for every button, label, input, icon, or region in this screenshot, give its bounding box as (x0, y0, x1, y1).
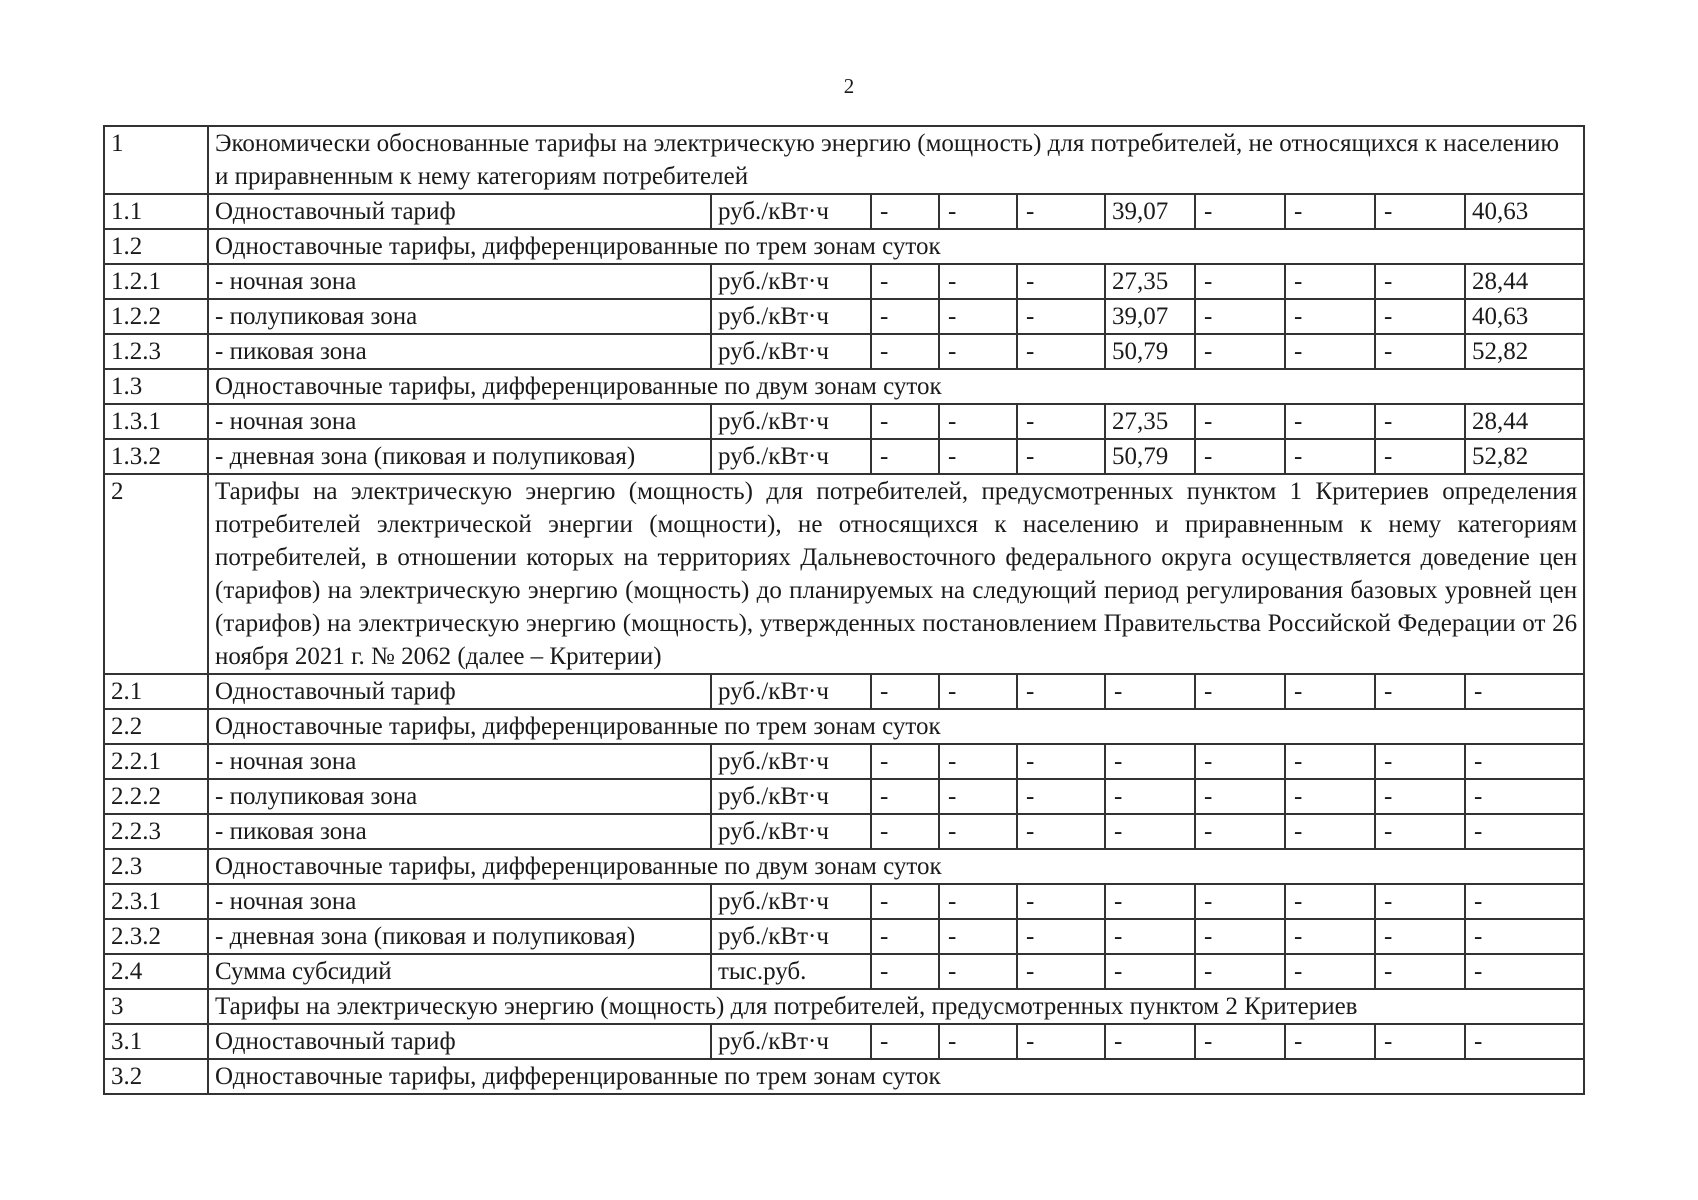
row-number: 2.2.3 (104, 814, 208, 849)
value-cell: - (1375, 439, 1465, 474)
value-cell: - (1105, 884, 1195, 919)
value-cell: - (939, 884, 1017, 919)
row-name: - полупиковая зона (208, 779, 711, 814)
table-row (104, 1059, 1584, 1094)
value-cell: - (1017, 919, 1105, 954)
row-number: 1.2 (104, 229, 208, 264)
value-cell: - (939, 674, 1017, 709)
value-cell: - (1375, 779, 1465, 814)
row-unit: тыс.руб. (711, 954, 871, 989)
value-cell: - (1017, 744, 1105, 779)
value-cell: - (1105, 954, 1195, 989)
value-cell: - (939, 439, 1017, 474)
row-name: Сумма субсидий (208, 954, 711, 989)
value-cell: - (1465, 884, 1584, 919)
value-cell: - (1017, 404, 1105, 439)
row-number: 1.3.2 (104, 439, 208, 474)
row-unit: руб./кВт·ч (711, 744, 871, 779)
row-name: - полупиковая зона (208, 299, 711, 334)
value-cell: - (939, 299, 1017, 334)
table-row (104, 744, 1584, 779)
row-unit: руб./кВт·ч (711, 674, 871, 709)
page-number: 2 (843, 74, 855, 98)
section-heading: Одноставочные тарифы, дифференцированные по трем зонам суток (208, 229, 1584, 264)
value-cell: - (939, 744, 1017, 779)
value-cell: - (1285, 954, 1375, 989)
value-cell: - (1017, 814, 1105, 849)
value-cell: - (1375, 884, 1465, 919)
table-row (104, 369, 1584, 404)
value-cell: - (1017, 884, 1105, 919)
row-name: Одноставочный тариф (208, 674, 711, 709)
value-cell: - (1017, 674, 1105, 709)
value-cell: - (1375, 954, 1465, 989)
value-cell: - (1017, 334, 1105, 369)
value-cell: - (871, 404, 939, 439)
value-cell: - (1285, 299, 1375, 334)
row-unit: руб./кВт·ч (711, 884, 871, 919)
value-cell: 50,79 (1105, 334, 1195, 369)
value-cell: - (871, 814, 939, 849)
row-number: 2.3 (104, 849, 208, 884)
value-cell: 40,63 (1465, 194, 1584, 229)
value-cell: - (1195, 779, 1285, 814)
value-cell: 28,44 (1465, 404, 1584, 439)
row-name: Одноставочный тариф (208, 194, 711, 229)
value-cell: - (1105, 919, 1195, 954)
table-row (104, 814, 1584, 849)
value-cell: - (939, 404, 1017, 439)
value-cell: - (1465, 674, 1584, 709)
table-row (104, 229, 1584, 264)
table-row (104, 954, 1584, 989)
value-cell: - (1285, 404, 1375, 439)
value-cell: - (1195, 334, 1285, 369)
value-cell: - (1375, 264, 1465, 299)
value-cell: - (1465, 744, 1584, 779)
row-name: - ночная зона (208, 264, 711, 299)
table-row (104, 194, 1584, 229)
section-heading: Тарифы на электрическую энергию (мощность) для потребителей, предусмотренных пунктом 2 Критериев (208, 989, 1584, 1024)
value-cell: - (939, 814, 1017, 849)
section-heading: Одноставочные тарифы, дифференцированные по трем зонам суток (208, 709, 1584, 744)
value-cell: - (939, 779, 1017, 814)
table-row (104, 334, 1584, 369)
value-cell: 39,07 (1105, 299, 1195, 334)
value-cell: - (1017, 439, 1105, 474)
value-cell: - (1195, 404, 1285, 439)
table-row (104, 849, 1584, 884)
value-cell: - (871, 264, 939, 299)
table-row (104, 474, 1584, 674)
row-number: 3.1 (104, 1024, 208, 1059)
value-cell: 52,82 (1465, 439, 1584, 474)
row-number: 1.2.2 (104, 299, 208, 334)
row-number: 3 (104, 989, 208, 1024)
value-cell: - (1195, 674, 1285, 709)
row-name: - ночная зона (208, 884, 711, 919)
value-cell: - (1195, 919, 1285, 954)
row-number: 2.1 (104, 674, 208, 709)
value-cell: 28,44 (1465, 264, 1584, 299)
value-cell: 40,63 (1465, 299, 1584, 334)
value-cell: - (1195, 1024, 1285, 1059)
table-row (104, 709, 1584, 744)
value-cell: - (939, 264, 1017, 299)
value-cell: - (939, 194, 1017, 229)
value-cell: - (1465, 1024, 1584, 1059)
row-number: 1.3.1 (104, 404, 208, 439)
value-cell: - (871, 954, 939, 989)
value-cell: - (1285, 919, 1375, 954)
value-cell: - (1375, 404, 1465, 439)
value-cell: - (939, 954, 1017, 989)
value-cell: - (871, 439, 939, 474)
value-cell: - (1195, 194, 1285, 229)
value-cell: 50,79 (1105, 439, 1195, 474)
value-cell: - (871, 334, 939, 369)
value-cell: - (1285, 1024, 1375, 1059)
row-unit: руб./кВт·ч (711, 814, 871, 849)
value-cell: - (1285, 439, 1375, 474)
table-row (104, 404, 1584, 439)
value-cell: - (1375, 814, 1465, 849)
row-number: 2 (104, 474, 208, 674)
row-name: Одноставочный тариф (208, 1024, 711, 1059)
value-cell: - (1375, 1024, 1465, 1059)
row-unit: руб./кВт·ч (711, 404, 871, 439)
value-cell: - (1017, 299, 1105, 334)
row-unit: руб./кВт·ч (711, 919, 871, 954)
row-number: 2.2.1 (104, 744, 208, 779)
row-name: - пиковая зона (208, 334, 711, 369)
table-row (104, 989, 1584, 1024)
value-cell: - (1195, 439, 1285, 474)
value-cell: - (1105, 1024, 1195, 1059)
value-cell: - (871, 884, 939, 919)
row-unit: руб./кВт·ч (711, 439, 871, 474)
value-cell: - (871, 299, 939, 334)
table-row (104, 1024, 1584, 1059)
section-heading: Экономически обоснованные тарифы на электрическую энергию (мощность) для потребителей, не относящихся к населению и приравненным к нему категориям потребителей (208, 126, 1584, 194)
row-unit: руб./кВт·ч (711, 779, 871, 814)
value-cell: - (1375, 334, 1465, 369)
row-unit: руб./кВт·ч (711, 1024, 871, 1059)
table-row (104, 299, 1584, 334)
value-cell: - (1375, 744, 1465, 779)
value-cell: - (1195, 954, 1285, 989)
value-cell: - (871, 744, 939, 779)
table-row (104, 264, 1584, 299)
row-number: 2.4 (104, 954, 208, 989)
value-cell: - (1465, 814, 1584, 849)
value-cell: - (1285, 674, 1375, 709)
row-unit: руб./кВт·ч (711, 264, 871, 299)
table-row (104, 884, 1584, 919)
value-cell: - (1285, 744, 1375, 779)
row-number: 3.2 (104, 1059, 208, 1094)
row-number: 2.2.2 (104, 779, 208, 814)
row-name: - ночная зона (208, 404, 711, 439)
value-cell: - (1017, 264, 1105, 299)
table-row (104, 919, 1584, 954)
row-number: 1.1 (104, 194, 208, 229)
row-unit: руб./кВт·ч (711, 334, 871, 369)
value-cell: - (1285, 814, 1375, 849)
row-unit: руб./кВт·ч (711, 194, 871, 229)
section-heading: Одноставочные тарифы, дифференцированные по двум зонам суток (208, 369, 1584, 404)
value-cell: - (1285, 194, 1375, 229)
row-unit: руб./кВт·ч (711, 299, 871, 334)
value-cell: - (1375, 674, 1465, 709)
value-cell: - (1375, 299, 1465, 334)
table-row (104, 779, 1584, 814)
value-cell: - (1105, 814, 1195, 849)
value-cell: - (1465, 779, 1584, 814)
value-cell: - (1017, 1024, 1105, 1059)
value-cell: - (1195, 884, 1285, 919)
row-name: - ночная зона (208, 744, 711, 779)
value-cell: - (1465, 919, 1584, 954)
value-cell: - (871, 674, 939, 709)
value-cell: - (1285, 884, 1375, 919)
value-cell: - (871, 194, 939, 229)
value-cell: - (939, 919, 1017, 954)
row-number: 1.3 (104, 369, 208, 404)
value-cell: - (1105, 674, 1195, 709)
table-row (104, 439, 1584, 474)
section-heading: Одноставочные тарифы, дифференцированные по двум зонам суток (208, 849, 1584, 884)
value-cell: - (1465, 954, 1584, 989)
value-cell: - (1017, 779, 1105, 814)
value-cell: - (939, 334, 1017, 369)
value-cell: - (1195, 744, 1285, 779)
value-cell: - (1285, 334, 1375, 369)
row-number: 1.2.1 (104, 264, 208, 299)
row-name: - дневная зона (пиковая и полупиковая) (208, 919, 711, 954)
value-cell: - (1195, 264, 1285, 299)
section-heading: Одноставочные тарифы, дифференцированные по трем зонам суток (208, 1059, 1584, 1094)
tariff-table (103, 125, 1585, 1095)
row-number: 1.2.3 (104, 334, 208, 369)
value-cell: - (939, 1024, 1017, 1059)
value-cell: - (1195, 299, 1285, 334)
value-cell: 27,35 (1105, 264, 1195, 299)
row-number: 2.2 (104, 709, 208, 744)
value-cell: - (1017, 194, 1105, 229)
value-cell: - (1195, 814, 1285, 849)
row-number: 2.3.2 (104, 919, 208, 954)
table-row (104, 674, 1584, 709)
value-cell: - (1017, 954, 1105, 989)
value-cell: - (1105, 779, 1195, 814)
value-cell: 39,07 (1105, 194, 1195, 229)
value-cell: 27,35 (1105, 404, 1195, 439)
row-number: 2.3.1 (104, 884, 208, 919)
value-cell: - (1105, 744, 1195, 779)
row-name: - пиковая зона (208, 814, 711, 849)
value-cell: - (871, 779, 939, 814)
value-cell: - (871, 1024, 939, 1059)
value-cell: - (1375, 194, 1465, 229)
section-paragraph: Тарифы на электрическую энергию (мощность) для потребителей, предусмотренных пунктом 1 Критериев определения потребителей электрической энергии (мощности), не относящихся к населению и приравненным к нему категориям потребителей, в отношении которых на территориях Дальневосточного федерального округа осуществляется доведение цен (тарифов) на электрическую энергию (мощность) до планируемых на следующий период регулирования базовых уровней цен (тарифов) на электрическую энергию (мощность), утвержденных постановлением Правительства Российской Федерации от 26 ноября 2021 г. № 2062 (далее – Критерии) (208, 474, 1584, 674)
value-cell: - (871, 919, 939, 954)
table-row (104, 126, 1584, 194)
value-cell: - (1285, 264, 1375, 299)
row-name: - дневная зона (пиковая и полупиковая) (208, 439, 711, 474)
value-cell: 52,82 (1465, 334, 1584, 369)
value-cell: - (1375, 919, 1465, 954)
row-number: 1 (104, 126, 208, 194)
value-cell: - (1285, 779, 1375, 814)
